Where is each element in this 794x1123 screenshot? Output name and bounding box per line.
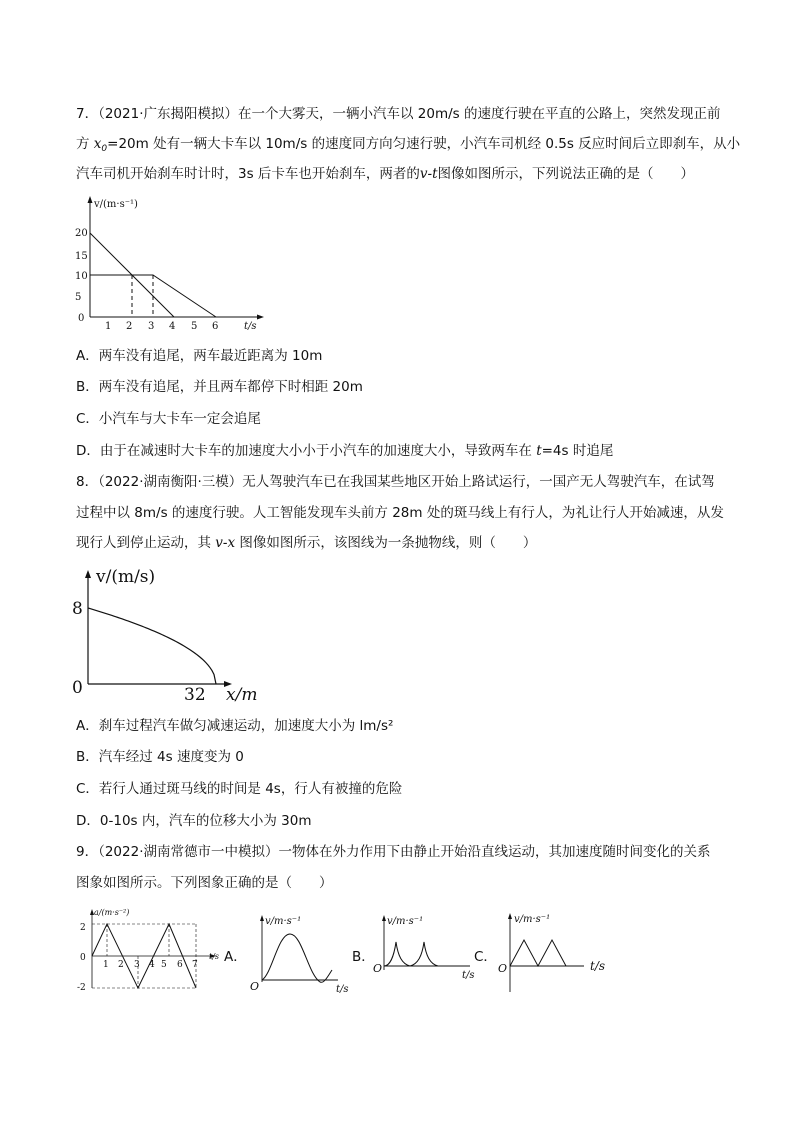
q7-x-tick: 3 [148, 321, 155, 332]
q9-x-tick: 1 [103, 960, 109, 970]
q9-at-graph [72, 906, 242, 996]
q7-line-2 [76, 134, 741, 159]
q7-option-d-text-b: =4s 时追尾 [541, 443, 614, 459]
q7-y-tick: 10 [75, 271, 88, 282]
q9-b-t-label: t/s [462, 970, 475, 981]
q8-option-a[interactable]: A．刹车过程汽车做匀减速运动，加速度大小为 lm/s² [76, 718, 394, 734]
q9-y-tick: -2 [77, 983, 86, 993]
q9-c-zigzag [510, 940, 566, 966]
q8-text-1: 无人驾驶汽车已在我国某些地区开始上路试运行，一国产无人驾驶汽车，在试驾 [242, 474, 715, 490]
q8-line-2: 过程中以 8m/s 的速度行驶。人工智能发现车头前方 28m 处的斑马线上有行人，为礼让行人开始减速，从发 [76, 505, 724, 521]
q7-line-1 [76, 104, 726, 124]
q8-origin: 0 [72, 678, 83, 698]
q7-x0-var: x [93, 136, 102, 152]
q7-text-2a: 方 [76, 136, 94, 152]
q9-line-1 [76, 842, 726, 862]
q9-x-tick: 2 [118, 960, 124, 970]
q9-option-b-graph[interactable] [370, 912, 480, 982]
q7-y-tick: 20 [75, 228, 88, 239]
q8-text-3a: 现行人到停止运动，其 [76, 535, 216, 551]
q8-option-b[interactable]: B．汽车经过 4s 速度变为 0 [76, 749, 244, 765]
q9-option-a-graph[interactable] [248, 912, 349, 995]
q7-y-tick: 5 [75, 292, 82, 303]
q7-x0-sub: 0 [101, 144, 108, 154]
q9-x-tick: 7 [192, 960, 198, 970]
q9-b-origin: O [373, 962, 383, 975]
q7-line-3 [76, 164, 726, 184]
q8-x-axis-label: x/m [226, 685, 258, 705]
q9-t-axis-label: t/s [209, 952, 220, 961]
q9-line-2: 图象如图所示。下列图象正确的是（ ） [76, 875, 333, 891]
q7-y-tick: 0 [78, 313, 85, 324]
q7-text-1: 在一个大雾天，一辆小汽车以 20m/s 的速度行驶在平直的公路上，突然发现正前 [238, 106, 721, 122]
q7-option-d-t: t [536, 443, 542, 459]
q9-x-tick: 4 [149, 960, 155, 970]
q8-parabola-curve [88, 608, 216, 684]
q9-y-tick: 0 [80, 953, 86, 963]
q7-x-axis-label: t/s [244, 321, 257, 332]
q8-y-axis-label: v/(m/s) [96, 567, 156, 587]
q8-number: 8． [76, 474, 99, 490]
q9-a-origin: O [250, 980, 260, 993]
q7-option-c[interactable]: C．小汽车与大卡车一定会追尾 [76, 411, 261, 427]
q7-number: 7． [76, 106, 99, 122]
q7-option-a[interactable]: A．两车没有追尾，两车最近距离为 10m [76, 348, 323, 364]
q7-vt-var: v-t [419, 166, 438, 182]
q9-y-tick: 2 [80, 923, 86, 933]
q9-c-v-label: v/m·s⁻¹ [514, 914, 551, 925]
q8-option-c[interactable]: C．若行人通过斑马线的时间是 4s，行人有被撞的危险 [76, 781, 403, 797]
q9-b-curve [384, 942, 438, 966]
q7-option-d[interactable] [76, 441, 613, 461]
q7-vt-graph [70, 193, 270, 335]
q7-option-b[interactable]: B．两车没有追尾，并且两车都停下时相距 20m [76, 379, 363, 395]
q7-y-axis-label: v/(m·s⁻¹) [94, 199, 138, 210]
q9-option-c-letter[interactable]: C． [474, 949, 497, 965]
q7-x-tick: 4 [169, 321, 176, 332]
q8-line-1 [76, 472, 726, 492]
q8-x-tick: 32 [184, 685, 206, 705]
q8-y-tick: 8 [72, 599, 83, 619]
q9-option-c-graph[interactable] [496, 910, 614, 994]
q8-vx-graph [68, 566, 268, 706]
q9-option-b-letter[interactable]: B． [352, 949, 375, 965]
q7-source: （2021·广东揭阳模拟） [98, 106, 238, 122]
q9-a-v-label: v/m·s⁻¹ [265, 916, 302, 927]
q9-x-tick: 6 [177, 960, 183, 970]
q9-a-curve [262, 934, 332, 982]
q9-x-tick: 5 [161, 960, 167, 970]
q9-text-1: 一物体在外力作用下由静止开始沿直线运动，其加速度随时间变化的关系 [278, 844, 711, 860]
q7-text-3a: 汽车司机开始刹车时计时，3s 后卡车也开始刹车，两者的 [76, 166, 420, 182]
q8-text-3b: 图像如图所示，该图线为一条抛物线，则（ ） [235, 535, 537, 551]
q9-x-tick: 3 [134, 960, 140, 970]
q9-b-v-label: v/m·s⁻¹ [387, 916, 424, 927]
q9-a-t-label: t/s [336, 984, 349, 995]
q7-x-tick: 2 [126, 321, 133, 332]
q7-x-tick: 5 [191, 321, 198, 332]
q7-text-3b: 图像如图所示，下列说法正确的是（ ） [437, 166, 695, 182]
q8-line-3 [76, 533, 726, 553]
q9-a-axis-label: a/(m·s⁻²) [94, 908, 130, 917]
q7-y-tick: 15 [75, 251, 88, 262]
q9-option-a-letter[interactable]: A． [224, 949, 247, 965]
q9-c-t-label: t/s [590, 959, 606, 973]
q7-option-d-text-a: D．由于在减速时大卡车的加速度大小小于小汽车的加速度大小，导致两车在 [76, 443, 537, 459]
q8-option-d[interactable]: D．0-10s 内，汽车的位移大小为 30m [76, 813, 312, 829]
q8-source: （2022·湖南衡阳·三模） [98, 474, 243, 490]
q9-c-origin: O [498, 962, 508, 975]
q7-x-tick: 6 [212, 321, 219, 332]
q7-text-2b: =20m 处有一辆大卡车以 10m/s 的速度同方向匀速行驶，小汽车司机经 0.5s 反应时间后立即刹车，从小 [107, 136, 741, 152]
q7-x-tick: 1 [105, 321, 112, 332]
q9-number: 9． [76, 844, 99, 860]
q9-source: （2022·湖南常德市一中模拟） [98, 844, 279, 860]
q8-vx-var: v-x [215, 535, 236, 551]
